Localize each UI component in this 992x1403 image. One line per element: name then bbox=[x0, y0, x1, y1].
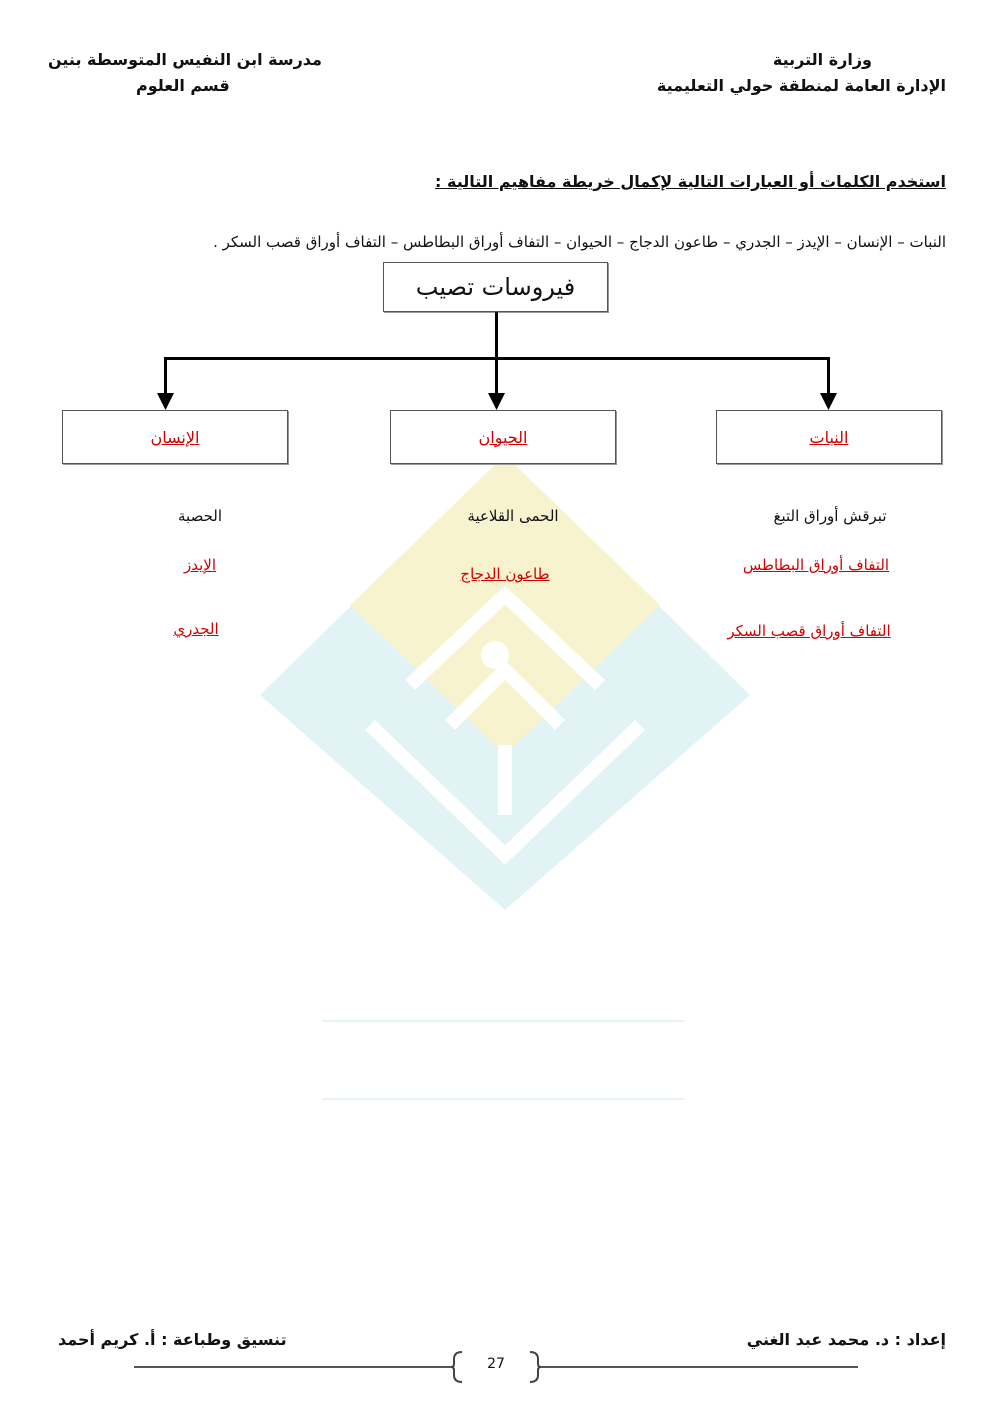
concept-root-box bbox=[383, 262, 608, 312]
footer-rule-right bbox=[540, 1366, 858, 1368]
branch-box-plant bbox=[716, 410, 942, 464]
page-number-bracket-left bbox=[450, 1350, 464, 1384]
footer-coordination: تنسيق وطباعة : أ. كريم أحمد bbox=[58, 1330, 287, 1349]
page-number-bracket-right bbox=[528, 1350, 542, 1384]
instruction-text: استخدم الكلمات أو العبارات التالية لإكمال خريطة مفاهيم التالية : bbox=[435, 172, 946, 191]
human-example-answer: الجدري bbox=[173, 620, 219, 638]
branch-label-plant: النبات bbox=[809, 427, 849, 447]
connector-root-down bbox=[495, 312, 498, 359]
department-name: قسم العلوم bbox=[136, 76, 230, 95]
footer-prepared-by: إعداد : د. محمد عبد الغني bbox=[746, 1330, 946, 1349]
ministry-title: وزارة التربية bbox=[772, 50, 872, 69]
watermark-line bbox=[322, 1098, 684, 1100]
plant-example-answer: التفاف أوراق البطاطس bbox=[742, 556, 890, 574]
school-name: مدرسة ابن النفيس المتوسطة بنين bbox=[48, 50, 322, 69]
human-example-answer: الإيدز bbox=[183, 556, 216, 574]
plant-example-given: تبرقش أوراق التبغ bbox=[773, 507, 887, 525]
connector-left-down bbox=[164, 357, 167, 397]
arrowhead-right bbox=[820, 393, 837, 410]
district-title: الإدارة العامة لمنطقة حولي التعليمية bbox=[656, 76, 946, 95]
arrowhead-middle bbox=[488, 393, 505, 410]
word-bank: النبات – الإنسان – الإيدز – الجدري – طاعون الدجاج – الحيوان – التفاف أوراق البطاطس – التفاف أوراق قصب السكر . bbox=[213, 233, 946, 251]
branch-box-human bbox=[62, 410, 288, 464]
branch-label-animal: الحيوان bbox=[478, 427, 528, 447]
page-number: 27 bbox=[487, 1356, 505, 1372]
branch-label-human: الإنسان bbox=[150, 427, 200, 447]
plant-example-answer: التفاف أوراق قصب السكر bbox=[727, 622, 891, 640]
connector-middle-down bbox=[495, 357, 498, 397]
human-example-given: الحصبة bbox=[178, 507, 222, 525]
watermark-line bbox=[322, 1020, 684, 1022]
connector-right-down bbox=[827, 357, 830, 397]
branch-box-animal bbox=[390, 410, 616, 464]
concept-root-label: فيروسات تصيب bbox=[415, 273, 576, 301]
footer-rule-left bbox=[134, 1366, 454, 1368]
arrowhead-left bbox=[157, 393, 174, 410]
animal-example-answer: طاعون الدجاج bbox=[460, 565, 550, 583]
animal-example-given: الحمى القلاعية bbox=[467, 507, 559, 525]
